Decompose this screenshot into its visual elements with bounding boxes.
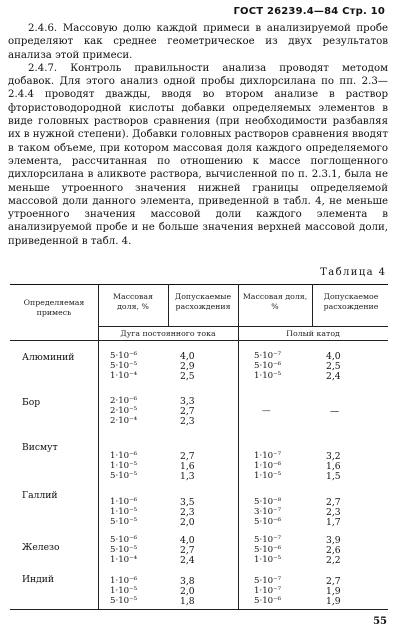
value: 5·10⁻⁶ [254,516,282,527]
deviation-values-cathode [326,352,366,381]
col-header-deviation-2: Допускаемое расхождение [323,292,379,311]
value: 2,6 [326,544,341,556]
body-text [8,22,388,248]
value: 1·10⁻⁵ [110,460,138,471]
value: — [330,406,340,417]
deviation-values-arc [180,452,220,481]
value: 1,9 [326,595,341,607]
mass-values-arc [110,577,164,606]
paragraph-2-4-7: 2.4.7. Контроль правильности анализа проводят методом добавок. Для этого анализ одной пробы дихлорсилана по пп. 2.3—2.4.4 проводят дважды, вводя во втором анализе в раствор фтористоводородной кислоты добавки определяемых элементов в виде головных растворов сравнения (при необходимости разбавляя их в нужной степени). Добавки головных растворов сравнения вводят в таком объеме, при котором массовая доля каждого определяемого элемента, рассчитанная по отношению к массе поглощенного дихлорсилана в аликвоте раствора, вычисленной по п. 2.3.1, была не меньше утроенного значения нижней границы определяемой массовой доли данного элемента, приведенной в табл. 4, не меньше утроенного значения массовой доли каждого элемента в анализируемой пробе и не больше значения верхней массовой доли, приведенной в табл. 4. [8,62,388,247]
value: 1·10⁻⁵ [254,470,282,481]
element-name: Бор [22,397,41,408]
value: 2,7 [326,576,341,587]
mass-values-cathode [254,452,308,481]
value: 1·10⁻⁵ [110,585,138,596]
mass-values-arc [110,498,164,527]
value: 5·10⁻⁷ [254,576,282,586]
value: 4,0 [180,535,195,546]
deviation-values-arc [180,498,220,527]
value: 5·10⁻⁵ [110,595,138,606]
value: 2,0 [180,585,195,597]
col-header-deviation: Допускаемые расхождения [174,292,232,311]
value: 5·10⁻⁶ [254,595,282,606]
value: 1,9 [326,585,341,597]
deviation-values-cathode [326,536,366,565]
value: 1,7 [326,516,341,528]
value: 1·10⁻⁵ [110,506,138,517]
value: 2·10⁻⁵ [110,405,138,416]
deviation-values-cathode [326,498,366,527]
mass-values-cathode [254,536,308,565]
col-header-mass: Массовая доля, % [112,292,154,311]
value: 4,0 [180,351,195,362]
value: 2,3 [326,506,341,518]
value: 5·10⁻⁶ [254,544,282,555]
value: 1,3 [180,470,195,482]
value: 3,2 [326,451,341,462]
value: 2,0 [180,516,195,528]
value: 1,6 [180,460,195,472]
value: 2,7 [180,405,195,417]
table-vrule-2 [168,284,169,326]
mass-values-arc [110,452,164,481]
deviation-values-arc [180,352,220,381]
table-row [10,574,388,624]
value: 1·10⁻⁶ [254,460,282,471]
value: 5·10⁻⁶ [110,351,138,361]
value: 3,3 [180,396,195,407]
value: 3,9 [326,535,341,546]
value: 1,6 [326,460,341,472]
value: 2,7 [326,497,341,508]
table-row [10,397,388,447]
value: 2,3 [180,506,195,518]
value: 2,7 [180,451,195,462]
value: 2,2 [326,554,341,566]
value: 1·10⁻⁴ [110,370,138,381]
deviation-values-cathode [326,577,366,606]
mass-values-cathode [254,498,308,527]
value: 2,5 [180,370,195,382]
value: 5·10⁻⁸ [254,497,282,507]
value: 2·10⁻⁶ [110,396,138,406]
value: 2·10⁻⁴ [110,415,138,426]
table-4 [10,284,388,610]
value: 3,5 [180,497,195,508]
page-header: ГОСТ 26239.4—84 Стр. 10 [233,6,385,17]
value: 2,4 [326,370,341,382]
value: 3,8 [180,576,195,587]
method-dc-arc: Дуга постоянного тока [120,329,216,338]
value: 1·10⁻⁶ [110,497,138,507]
value: 2,3 [180,415,195,427]
table-row [10,490,388,540]
value: 5·10⁻⁷ [254,351,282,361]
value: 2,7 [180,544,195,556]
value: 1·10⁻⁵ [254,554,282,565]
value: 2,9 [180,360,195,372]
value: 1,5 [326,470,341,482]
table-vrule-4 [312,284,313,326]
deviation-values-arc [180,397,220,426]
page-number: 55 [373,616,387,627]
value: 1·10⁻⁴ [110,554,138,565]
value: 2,4 [180,554,195,566]
value: 1·10⁻⁷ [254,451,282,461]
mass-values-arc [110,397,164,426]
value: 1·10⁻⁷ [254,585,282,596]
table-caption [320,267,385,278]
table-row [10,442,388,492]
value: 5·10⁻⁵ [110,360,138,371]
deviation-values-cathode [326,452,366,481]
value: — [262,406,271,416]
value: 1·10⁻⁶ [110,451,138,461]
table-top-rule [10,284,388,285]
mass-values-cathode [262,407,316,417]
element-name: Висмут [22,442,58,453]
value: 1,8 [180,595,195,607]
value: 5·10⁻⁷ [254,535,282,545]
mass-values-cathode [254,352,308,381]
value: 2,5 [326,360,341,372]
element-name: Железо [22,542,60,553]
col-header-element: Определяемая примесь [23,298,85,317]
col-header-mass-2: Массовая доля, % [242,292,308,311]
element-name: Индий [22,574,55,585]
value: 4,0 [326,351,341,362]
table-subheader-rule [98,326,388,327]
deviation-values-cathode [330,407,370,417]
element-name: Алюминий [22,352,75,363]
element-name: Галлий [22,490,58,501]
table-header-rule [10,340,388,341]
mass-values-arc [110,536,164,565]
value: 1·10⁻⁵ [254,370,282,381]
value: 5·10⁻⁶ [110,535,138,545]
value: 5·10⁻⁵ [110,470,138,481]
value: 1·10⁻⁶ [110,576,138,586]
value: 5·10⁻⁶ [254,360,282,371]
mass-values-arc [110,352,164,381]
value: 3·10⁻⁷ [254,506,282,517]
table-row [10,352,388,402]
paragraph-2-4-6: 2.4.6. Массовую долю каждой примеси в анализируемой пробе определяют как среднее геометрическое из двух результатов анализа этой примеси. [8,23,388,61]
value: 5·10⁻⁵ [110,516,138,527]
deviation-values-arc [180,577,220,606]
table-caption-number: 4 [378,267,385,278]
deviation-values-arc [180,536,220,565]
method-hollow-cathode: Полый катод [286,329,340,338]
mass-values-cathode [254,577,308,606]
value: 5·10⁻⁵ [110,544,138,555]
table-caption-word: Таблица [320,267,375,278]
